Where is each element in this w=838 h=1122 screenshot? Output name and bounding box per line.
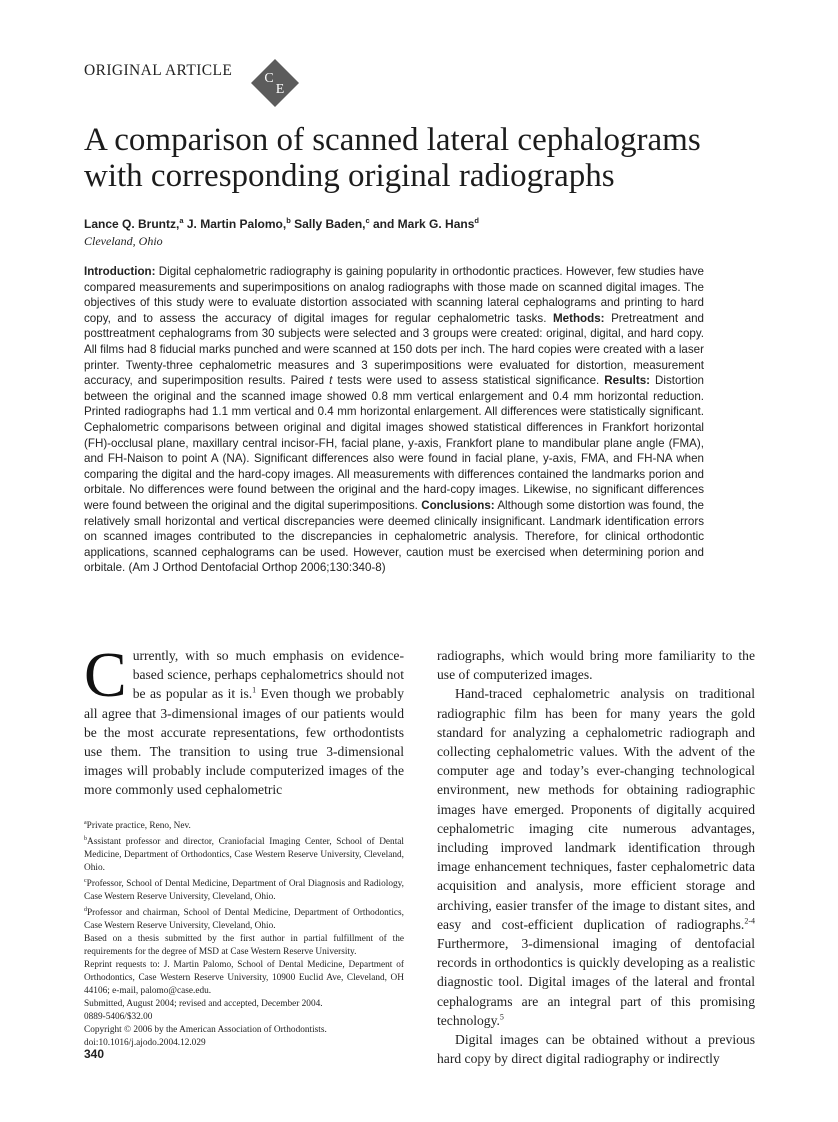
- author-4: and Mark G. Hans: [369, 217, 475, 231]
- p1-text-b: Even though we probably all agree that 3-dimensional images of our patients would be the most accurate representations, few orthodontists use them. The transition to using true 3-dimensional images will probably include computerized images of the more commonly used cephalometric: [84, 686, 404, 798]
- footnote-a: [84, 817, 404, 833]
- body-column-left: [84, 639, 404, 800]
- body-paragraph-2: [437, 684, 755, 1030]
- body-paragraph-1-cont: radiographs, which would bring more familiarity to the use of computerized images.: [437, 648, 755, 683]
- footnote-d: [84, 904, 404, 933]
- submission-dates: Submitted, August 2004; revised and accepted, December 2004.: [84, 999, 323, 1010]
- footnote-text: Professor, School of Dental Medicine, Department of Oral Diagnosis and Radiology, Case Western Reserve University, Cleveland, Ohio.: [84, 879, 404, 903]
- abstract-intro-text: Digital cephalometric radiography is gaining popularity in orthodontic practices. However, few studies have compared measurements and superimpositions on analog radiographs with those made on scanned digital images. The objectives of this study were to evaluate distortion associated with scanning lateral cephalograms and printing to hard copy, and to assess the accuracy of digital images for regular cephalometric tasks.: [84, 265, 704, 325]
- author-2: J. Martin Palomo,: [183, 217, 287, 231]
- author-list: [84, 216, 479, 231]
- body-paragraph-1: [84, 639, 404, 800]
- author-3-affil: c: [365, 216, 370, 225]
- copyright-line: Copyright © 2006 by the American Association of Orthodontists.: [84, 1025, 327, 1036]
- article-title: [84, 122, 774, 194]
- body-column-right: [437, 646, 755, 1068]
- p1-text-a: urrently, with so much emphasis on evidence-based science, perhaps cephalometrics should not be as popular as it is.: [132, 648, 404, 702]
- abstract-methods-label: Methods:: [553, 311, 605, 325]
- citation-ref: 2-4: [744, 916, 755, 926]
- footnote-marker: a: [84, 820, 87, 826]
- abstract-methods-text-2: tests were used to assess statistical significance.: [332, 374, 605, 388]
- p2-text-b: Furthermore, 3-dimensional imaging of dentofacial records in orthodontics is quickly developing as a realistic diagnostic tool. Digital images of the lateral and frontal cephalograms are an integral part of this promising technology.: [437, 936, 755, 1028]
- abstract-t-symbol: t: [329, 374, 333, 388]
- abstract-intro-label: Introduction:: [84, 265, 156, 278]
- footnote-text: Assistant professor and director, Craniofacial Imaging Center, School of Dental Medicine, Department of Orthodontics, Case Western Reserve University, Cleveland, Ohio.: [84, 837, 404, 874]
- author-city: Cleveland, Ohio: [84, 234, 163, 248]
- author-1-affil: a: [179, 216, 184, 225]
- thesis-note: Based on a thesis submitted by the first author in partial fulfillment of the requirements for the degree of MSD at Case Western Reserve University.: [84, 934, 404, 958]
- citation-ref: 5: [499, 1012, 504, 1022]
- abstract-conclusions-text: Although some distortion was found, the relatively small horizontal and vertical discrepancies were deemed clinically insignificant. Landmark identification errors on scanned images contributed to the discrepancies in cephalometric analysis. Therefore, for clinical orthodontic applications, scanned cephalograms can be used. However, caution must be exercised when determining porion and orbitale. (Am J Orthod Dentofacial Orthop 2006;130:340-8): [84, 498, 704, 575]
- footnotes: [84, 817, 404, 1050]
- abstract: [84, 264, 704, 576]
- footnote-marker: b: [84, 836, 87, 843]
- footnote-marker: d: [84, 907, 87, 914]
- badge-letter-e: E: [275, 82, 285, 97]
- footnote-text: Private practice, Reno, Nev.: [86, 821, 191, 832]
- footnote-b: [84, 833, 404, 875]
- body-paragraph-3: Digital images can be obtained without a previous hard copy by direct digital radiography or indirectly: [437, 1032, 755, 1067]
- section-label: ORIGINAL ARTICLE: [84, 62, 233, 79]
- title-line-1: A comparison of scanned lateral cephalograms: [84, 122, 701, 158]
- page-number: 340: [84, 1047, 105, 1061]
- footnote-c: [84, 875, 404, 904]
- title-line-2: with corresponding original radiographs: [84, 158, 615, 194]
- abstract-methods-text-1: Pretreatment and posttreatment cephalograms from 30 subjects were selected and 3 groups were created: original, digital, and hard copy. All films had 8 fiducial marks punched and were scanned at 150 dots per inch. The hard copies were created with a laser printer. Twenty-three cephalometric measures and 3 superimpositions were evaluated for distortion, measurement accuracy, and superimposition results. Paired: [84, 311, 704, 388]
- badge-letter-c: C: [264, 71, 274, 86]
- doi-line: doi:10.1016/j.ajodo.2004.12.029: [84, 1038, 206, 1049]
- footnote-marker: c: [84, 878, 87, 885]
- author-4-affil: d: [474, 216, 479, 225]
- author-2-affil: b: [286, 216, 291, 225]
- author-3: Sally Baden,: [290, 217, 366, 231]
- drop-cap: C: [84, 639, 127, 710]
- price-code: 0889-5406/$32.00: [84, 1012, 153, 1023]
- abstract-conclusions-label: Conclusions:: [421, 498, 495, 512]
- abstract-results-label: Results:: [604, 374, 651, 388]
- reprint-note: Reprint requests to: J. Martin Palomo, School of Dental Medicine, Department of Orthodontics, Case Western Reserve University, 10900 Euclid Ave, Cleveland, OH 44106; e-mail, palomo@case.edu.: [84, 960, 404, 997]
- citation-ref: 1: [252, 685, 257, 695]
- footnote-text: Professor and chairman, School of Dental Medicine, Department of Orthodontics, Case Western Reserve University, Cleveland, Ohio.: [84, 908, 404, 932]
- author-1: Lance Q. Bruntz,: [84, 217, 180, 231]
- continuing-education-diamond-icon: [250, 58, 300, 108]
- p2-text-a: Hand-traced cephalometric analysis on traditional radiographic film has been for many years the gold standard for analyzing a cephalometric radiograph and collecting cephalometric values. With the advent of the computer age and today’s ever-changing technological environment, new methods for obtaining radiographic images have emerged. Proponents of digitally acquired cephalometric imaging cite numerous advantages, including improved landmark identification through image enhancement techniques, faster cephalometric data acquisition and analysis, more efficient storage and archiving, easier transfer of the image to distant sites, and easy and cost-efficient duplication of radiographs.: [437, 686, 755, 932]
- abstract-results-text: Distortion between the original and the scanned image showed 0.8 mm vertical enlargement and 0.4 mm horizontal reduction. Printed radiographs had 1.1 mm vertical and 0.4 mm horizontal enlargement. All differences were statistically significant. Cephalometric comparisons between original and digital images showed statistical differences in Frankfort horizontal (FH)-occlusal plane, maxillary central incisor-FH, facial plane, y-axis, Frankfort plane to mandibular plane angle (FMA), and FH-Naison to point A (NA). Significant differences also were found in facial plane, y-axis, FMA, and FH-NA when comparing the digital and the hard-copy images. All measurements with differences contained the landmarks porion and orbitale. No differences were found between the original and the hard-copy images. Likewise, no significant differences were found between the original and the digital superimpositions.: [84, 374, 704, 512]
